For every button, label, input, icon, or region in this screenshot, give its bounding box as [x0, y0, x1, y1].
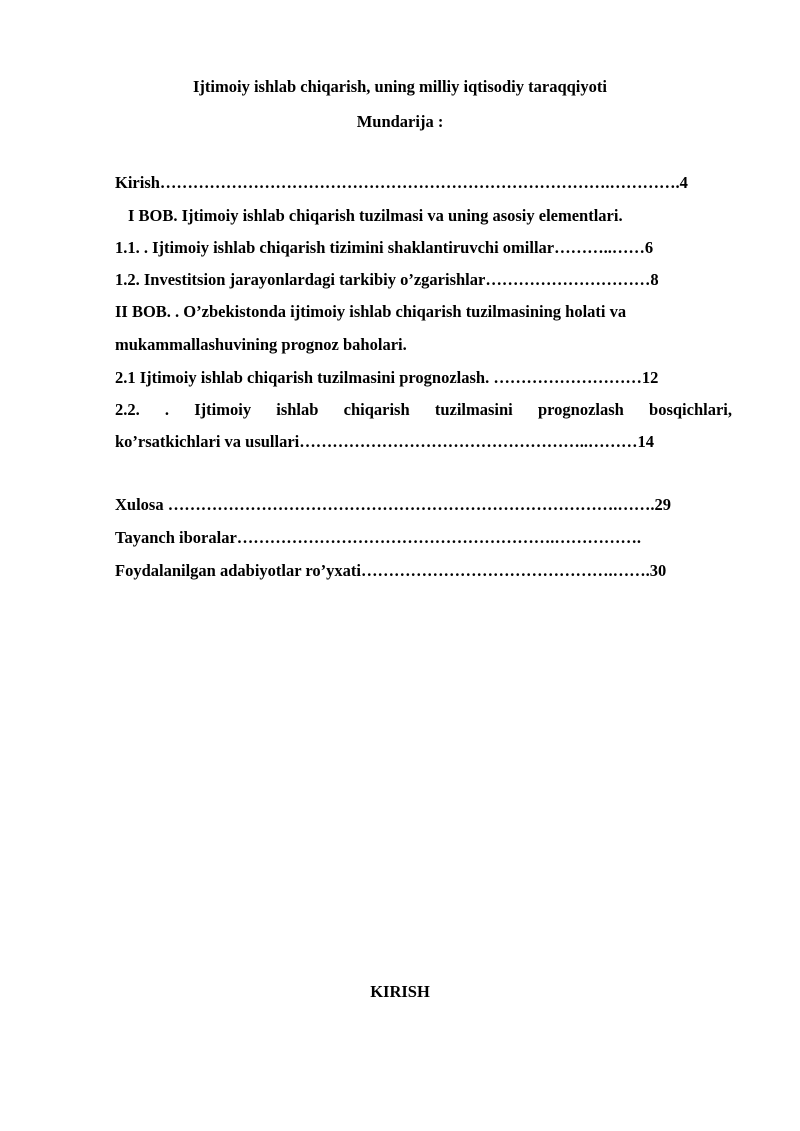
toc-chapter-2: II BOB. . O’zbekistonda ijtimoiy ishlab chiqarish tuzilmasining holati va — [115, 302, 627, 321]
toc-chapter-2-cont: mukammallashuvining prognoz baholari. — [115, 335, 407, 354]
section-heading: KIRISH — [370, 982, 430, 1001]
contents-heading: Mundarija : — [356, 112, 444, 131]
toc-item-2-2: 2.2. . Ijtimoiy ishlab chiqarish tuzilmasini prognozlash bosqichlari, — [115, 400, 732, 419]
toc-item-tayanch: Tayanch iboralar………………………………………………….……………. — [115, 528, 642, 547]
toc-item-2-2-cont: ko’rsatkichlari va usullari……………………………………………..………14 — [115, 432, 655, 451]
toc-item-1-1: 1.1. . Ijtimoiy ishlab chiqarish tizimini shaklantiruvchi omillar………..……6 — [115, 238, 654, 257]
toc-item-1-2: 1.2. Investitsion jarayonlardagi tarkibiy o’zgarishlar…………………………8 — [115, 270, 659, 289]
toc-item-kirish: Kirish……………………………………………………………………….………….4 — [115, 173, 688, 192]
toc-item-adabiyotlar: Foydalanilgan adabiyotlar ro’yxati……………………………………….…….30 — [115, 561, 667, 580]
toc-item-xulosa: Xulosa ……………………………………………………………………….…….29 — [115, 495, 671, 514]
toc-chapter-1: I BOB. Ijtimoiy ishlab chiqarish tuzilmasi va uning asosiy elementlari. — [128, 206, 623, 225]
toc-item-2-1: 2.1 Ijtimoiy ishlab chiqarish tuzilmasini prognozlash. ………………………12 — [115, 368, 659, 387]
document-title: Ijtimoiy ishlab chiqarish, uning milliy iqtisodiy taraqqiyoti — [193, 77, 607, 96]
